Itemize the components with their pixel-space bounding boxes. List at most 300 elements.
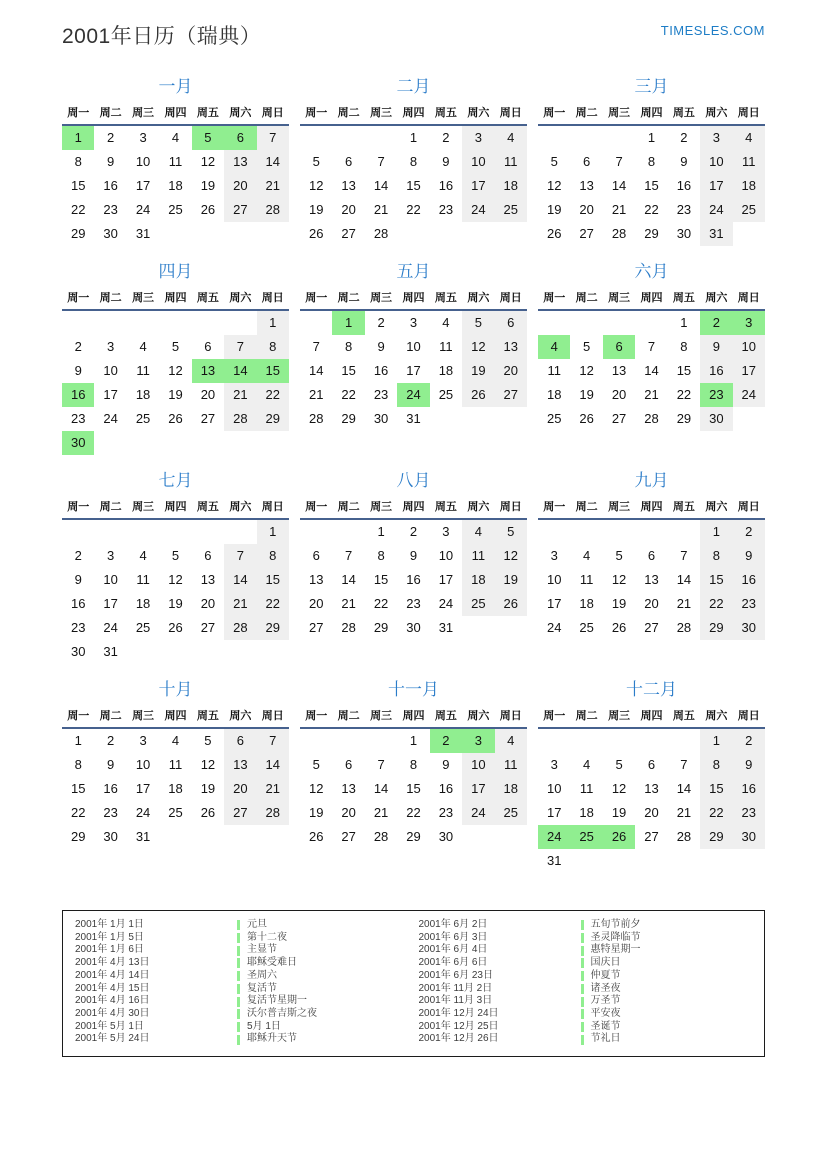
day-cell: 13 [224, 753, 256, 777]
month-title: 三月 [634, 77, 669, 96]
day-cell: 23 [103, 805, 118, 820]
empty-cell [159, 431, 191, 455]
day-cell: 19 [200, 781, 216, 796]
holiday-marker-bar [237, 958, 240, 968]
day-cell: 15 [341, 363, 356, 378]
weekday-label: 周四 [640, 107, 663, 119]
empty-cell [224, 222, 256, 246]
day-cell: 19 [168, 596, 183, 611]
weekday-label: 周日 [499, 292, 522, 304]
day-cell: 1 [257, 311, 289, 335]
weekday-label: 周五 [434, 292, 457, 304]
day-cell: 12 [168, 363, 183, 378]
day-cell: 21 [676, 596, 692, 611]
legend-date: 2001年 6月 23日 [418, 969, 493, 981]
weekday-header-row [538, 104, 765, 124]
weekday-header-row [62, 289, 289, 309]
empty-cell [603, 729, 635, 753]
day-cell: 16 [438, 781, 454, 796]
day-cell: 30 [373, 411, 389, 426]
day-cell: 26 [168, 411, 183, 426]
empty-cell [495, 616, 527, 640]
month-2 [300, 76, 527, 246]
weekday-label: 周一 [305, 292, 328, 304]
day-cell: 29 [257, 616, 289, 640]
legend-row [75, 957, 409, 970]
legend-date: 2001年 12月 26日 [418, 1033, 499, 1045]
day-cell: 13 [611, 363, 627, 378]
month-title: 五月 [396, 262, 431, 281]
day-cell: 12 [462, 335, 494, 359]
day-cell: 14 [676, 572, 692, 587]
empty-cell [224, 520, 256, 544]
day-cell: 1 [409, 130, 418, 145]
empty-cell [430, 222, 462, 246]
day-cell: 20 [308, 596, 324, 611]
legend-holiday-label: 元旦 [247, 919, 267, 930]
day-cell: 22 [406, 202, 421, 217]
weekday-label: 周二 [575, 501, 598, 513]
day-cell: 9 [442, 757, 450, 772]
day-cell: 1 [409, 733, 418, 748]
month-7 [62, 470, 289, 664]
weekday-label: 周五 [672, 107, 695, 119]
day-cell: 10 [733, 335, 765, 359]
weekday-header-row [62, 707, 289, 727]
day-cell: 6 [224, 126, 256, 150]
month-11 [300, 679, 527, 873]
day-cell: 22 [257, 383, 289, 407]
day-cell: 19 [579, 387, 594, 402]
legend-date: 2001年 1月 1日 [75, 919, 144, 930]
day-cell: 4 [495, 729, 527, 753]
day-cell: 16 [733, 777, 765, 801]
day-cell: 4 [139, 339, 147, 354]
holiday-marker-bar [581, 920, 584, 930]
weekday-label: 周二 [575, 292, 598, 304]
day-cell: 8 [700, 544, 732, 568]
day-cell: 18 [135, 596, 151, 611]
weekday-label: 周六 [467, 501, 490, 513]
weekday-label: 周四 [640, 292, 663, 304]
empty-cell [495, 222, 527, 246]
empty-cell [332, 126, 364, 150]
day-cell: 14 [308, 363, 324, 378]
day-cell: 17 [733, 359, 765, 383]
day-cell: 11 [579, 781, 594, 796]
weekday-label: 周二 [99, 501, 122, 513]
day-cell: 2 [409, 524, 418, 539]
day-cell: 14 [644, 363, 659, 378]
empty-cell [365, 729, 397, 753]
day-cell: 9 [377, 339, 385, 354]
weekday-label: 周二 [337, 292, 360, 304]
legend-date: 2001年 4月 15日 [75, 982, 150, 994]
legend-holiday-name [581, 1033, 621, 1046]
empty-cell [127, 520, 159, 544]
day-cell: 2 [107, 130, 115, 145]
empty-cell [159, 311, 191, 335]
empty-cell [495, 407, 527, 431]
weekday-label: 周二 [575, 710, 598, 722]
day-cell: 14 [257, 753, 289, 777]
empty-cell [635, 520, 667, 544]
legend-date: 2001年 6月 3日 [418, 931, 488, 943]
weekday-label: 周日 [737, 710, 760, 722]
day-cell: 7 [257, 126, 289, 150]
page-title: 2001年日历（瑞典） [62, 25, 262, 48]
day-cell: 6 [204, 339, 212, 354]
legend-holiday-name [237, 983, 277, 996]
day-cell: 28 [257, 198, 289, 222]
day-cell: 21 [676, 805, 692, 820]
day-cell: 16 [70, 596, 86, 611]
day-cell: 27 [224, 801, 256, 825]
month-10 [62, 679, 289, 873]
day-cell: 18 [438, 363, 454, 378]
day-cell: 17 [462, 174, 494, 198]
legend-holiday-name [581, 932, 641, 945]
legend-holiday-label: 复活节星期一 [247, 995, 307, 1007]
day-cell: 10 [462, 150, 494, 174]
day-cell: 18 [495, 777, 527, 801]
day-grid [300, 126, 527, 246]
empty-cell [192, 222, 224, 246]
weekday-label: 周二 [99, 710, 122, 722]
weekday-label: 周一 [543, 710, 566, 722]
weekday-label: 周五 [196, 292, 219, 304]
legend-date: 2001年 4月 30日 [75, 1007, 150, 1019]
legend-row [419, 995, 753, 1008]
day-cell: 12 [168, 572, 183, 587]
empty-cell [224, 825, 256, 849]
day-cell: 1 [700, 520, 732, 544]
empty-cell [700, 849, 732, 873]
empty-cell [300, 311, 332, 335]
day-cell: 9 [107, 757, 115, 772]
empty-cell [570, 126, 602, 150]
legend-row [75, 970, 409, 983]
weekday-label: 周一 [67, 107, 90, 119]
weekday-label: 周四 [402, 501, 425, 513]
day-cell: 10 [546, 572, 562, 587]
empty-cell [159, 222, 191, 246]
month-title: 六月 [634, 262, 669, 281]
day-cell: 12 [308, 781, 324, 796]
day-cell: 28 [676, 829, 692, 844]
day-cell: 24 [462, 801, 494, 825]
day-cell: 8 [345, 339, 353, 354]
day-cell: 27 [341, 226, 356, 241]
weekday-label: 周三 [608, 107, 631, 119]
day-cell: 20 [224, 777, 256, 801]
day-cell: 5 [462, 311, 494, 335]
day-cell: 13 [200, 572, 216, 587]
day-cell: 28 [644, 411, 659, 426]
weekday-label: 周五 [672, 292, 695, 304]
day-cell: 5 [583, 339, 591, 354]
weekday-label: 周六 [229, 501, 252, 513]
weekday-header-row [300, 498, 527, 518]
day-cell: 3 [107, 548, 115, 563]
empty-cell [570, 849, 602, 873]
day-grid [300, 729, 527, 849]
legend-row [75, 1021, 409, 1034]
day-cell: 20 [611, 387, 627, 402]
day-cell: 22 [341, 387, 356, 402]
day-cell: 17 [103, 596, 118, 611]
day-cell: 2 [733, 729, 765, 753]
empty-cell [300, 520, 332, 544]
day-cell: 30 [733, 616, 765, 640]
weekday-label: 周日 [737, 107, 760, 119]
day-cell: 19 [546, 202, 562, 217]
day-cell: 9 [74, 363, 82, 378]
weekday-label: 周一 [67, 501, 90, 513]
weekday-header-row [538, 289, 765, 309]
day-cell: 27 [611, 411, 627, 426]
day-cell: 15 [257, 359, 289, 383]
legend-row [75, 1033, 409, 1046]
day-cell: 28 [341, 620, 356, 635]
day-cell: 7 [224, 544, 256, 568]
empty-cell [495, 825, 527, 849]
legend-holiday-name [581, 1021, 621, 1034]
legend-holiday-label: 5月 1日 [247, 1020, 281, 1032]
legend-holiday-name [237, 944, 277, 957]
day-cell: 17 [406, 363, 421, 378]
empty-cell [462, 222, 494, 246]
legend-holiday-label: 沃尔普吉斯之夜 [247, 1007, 317, 1019]
day-cell: 29 [700, 616, 732, 640]
day-cell: 31 [546, 853, 562, 868]
day-cell: 2 [74, 339, 82, 354]
day-cell: 5 [312, 154, 320, 169]
day-cell: 23 [700, 383, 732, 407]
day-cell: 5 [192, 126, 224, 150]
day-cell: 5 [171, 339, 180, 354]
day-cell: 6 [204, 548, 212, 563]
day-cell: 19 [462, 359, 494, 383]
month-title: 四月 [158, 262, 193, 281]
weekday-label: 周三 [132, 292, 155, 304]
weekday-label: 周三 [370, 292, 393, 304]
day-cell: 9 [74, 572, 82, 587]
day-cell: 20 [341, 202, 356, 217]
weekday-label: 周日 [261, 292, 284, 304]
empty-cell [332, 520, 364, 544]
day-cell: 25 [495, 198, 527, 222]
day-cell: 2 [430, 729, 462, 753]
weekday-label: 周日 [261, 710, 284, 722]
empty-cell [570, 729, 602, 753]
empty-cell [62, 311, 94, 335]
empty-cell [159, 520, 191, 544]
empty-cell [603, 520, 635, 544]
day-cell: 16 [103, 178, 118, 193]
day-cell: 24 [733, 383, 765, 407]
day-cell: 16 [373, 363, 389, 378]
weekday-label: 周一 [305, 107, 328, 119]
day-grid [538, 520, 765, 640]
empty-cell [635, 311, 667, 335]
day-cell: 12 [495, 544, 527, 568]
day-cell: 10 [546, 781, 562, 796]
day-cell: 19 [168, 387, 183, 402]
day-cell: 18 [733, 174, 765, 198]
month-3 [538, 76, 765, 246]
empty-cell [94, 431, 126, 455]
day-cell: 17 [103, 387, 118, 402]
day-cell: 7 [680, 548, 688, 563]
weekday-label: 周五 [196, 710, 219, 722]
day-cell: 23 [438, 805, 454, 820]
empty-cell [127, 431, 159, 455]
day-cell: 19 [308, 805, 324, 820]
day-cell: 2 [377, 315, 385, 330]
empty-cell [365, 126, 397, 150]
day-cell: 7 [647, 339, 656, 354]
page-header [62, 20, 765, 54]
day-cell: 4 [171, 733, 180, 748]
day-cell: 6 [224, 729, 256, 753]
day-cell: 16 [700, 359, 732, 383]
empty-cell [94, 520, 126, 544]
day-cell: 11 [168, 757, 183, 772]
day-cell: 28 [224, 616, 256, 640]
day-cell: 8 [409, 154, 418, 169]
day-cell: 30 [70, 644, 86, 659]
legend-holiday-name [581, 919, 641, 932]
empty-cell [257, 825, 289, 849]
day-cell: 26 [200, 202, 216, 217]
weekday-label: 周五 [434, 107, 457, 119]
day-cell: 11 [168, 154, 183, 169]
day-grid [538, 729, 765, 873]
day-cell: 2 [733, 520, 765, 544]
day-cell: 18 [168, 178, 183, 193]
legend-holiday-label: 万圣节 [590, 995, 621, 1007]
weekday-label: 周四 [640, 501, 663, 513]
weekday-label: 周三 [132, 501, 155, 513]
site-link[interactable]: TIMESLES.COM [660, 23, 765, 38]
legend-row [75, 983, 409, 996]
day-cell: 1 [74, 733, 82, 748]
empty-cell [462, 825, 494, 849]
day-cell: 20 [644, 805, 659, 820]
empty-cell [538, 311, 570, 335]
day-cell: 3 [733, 311, 765, 335]
day-grid [300, 311, 527, 431]
day-cell: 12 [546, 178, 562, 193]
day-cell: 22 [373, 596, 389, 611]
empty-cell [462, 616, 494, 640]
weekday-header-row [300, 707, 527, 727]
day-cell: 27 [495, 383, 527, 407]
day-cell: 4 [442, 315, 450, 330]
holiday-marker-bar [581, 997, 584, 1007]
day-cell: 13 [308, 572, 324, 587]
empty-cell [397, 222, 429, 246]
day-cell: 4 [538, 335, 570, 359]
legend-holiday-name [237, 932, 287, 945]
empty-cell [668, 729, 700, 753]
day-cell: 30 [62, 431, 94, 455]
weekday-label: 周四 [164, 292, 187, 304]
day-cell: 18 [462, 568, 494, 592]
empty-cell [430, 407, 462, 431]
day-cell: 27 [644, 620, 659, 635]
empty-cell [603, 849, 635, 873]
legend-date: 2001年 5月 1日 [75, 1020, 144, 1032]
day-cell: 10 [462, 753, 494, 777]
day-cell: 5 [312, 757, 320, 772]
day-cell: 24 [462, 198, 494, 222]
day-cell: 12 [611, 781, 627, 796]
weekday-label: 周三 [370, 710, 393, 722]
day-cell: 23 [70, 411, 86, 426]
holiday-marker-bar [237, 1022, 240, 1032]
weekday-label: 周三 [370, 107, 393, 119]
day-cell: 9 [107, 154, 115, 169]
day-cell: 28 [611, 226, 627, 241]
empty-cell [127, 640, 159, 664]
legend-holiday-label: 复活节 [247, 982, 277, 994]
empty-cell [332, 729, 364, 753]
weekday-label: 周一 [305, 710, 328, 722]
day-cell: 16 [676, 178, 692, 193]
day-cell: 27 [200, 620, 216, 635]
day-cell: 1 [377, 524, 385, 539]
weekday-header-row [538, 498, 765, 518]
day-cell: 5 [495, 520, 527, 544]
legend-holiday-label: 第十二夜 [247, 931, 287, 943]
day-cell: 30 [103, 226, 118, 241]
day-cell: 25 [546, 411, 562, 426]
weekday-label: 周日 [261, 501, 284, 513]
legend-row [419, 1008, 753, 1021]
legend-holiday-name [581, 944, 641, 957]
empty-cell [257, 222, 289, 246]
day-cell: 23 [70, 620, 86, 635]
legend-date: 2001年 4月 14日 [75, 969, 150, 981]
day-cell: 12 [200, 757, 216, 772]
day-cell: 10 [438, 548, 454, 563]
day-grid [300, 520, 527, 640]
empty-cell [603, 311, 635, 335]
day-cell: 26 [611, 620, 627, 635]
day-cell: 6 [583, 154, 591, 169]
day-cell: 12 [200, 154, 216, 169]
day-cell: 30 [406, 620, 421, 635]
day-cell: 25 [733, 198, 765, 222]
holiday-marker-bar [237, 1009, 240, 1019]
legend-date: 2001年 6月 2日 [418, 919, 488, 930]
weekday-header-row [300, 104, 527, 124]
day-grid [538, 126, 765, 246]
weekday-label: 周日 [261, 107, 284, 119]
day-cell: 5 [615, 757, 623, 772]
day-grid [62, 520, 289, 664]
legend-holiday-name [581, 970, 621, 983]
empty-cell [192, 640, 224, 664]
day-cell: 6 [495, 311, 527, 335]
day-cell: 25 [570, 825, 602, 849]
day-cell: 25 [438, 387, 454, 402]
weekday-header-row [538, 707, 765, 727]
weekday-label: 周日 [737, 501, 760, 513]
weekday-label: 周五 [672, 501, 695, 513]
